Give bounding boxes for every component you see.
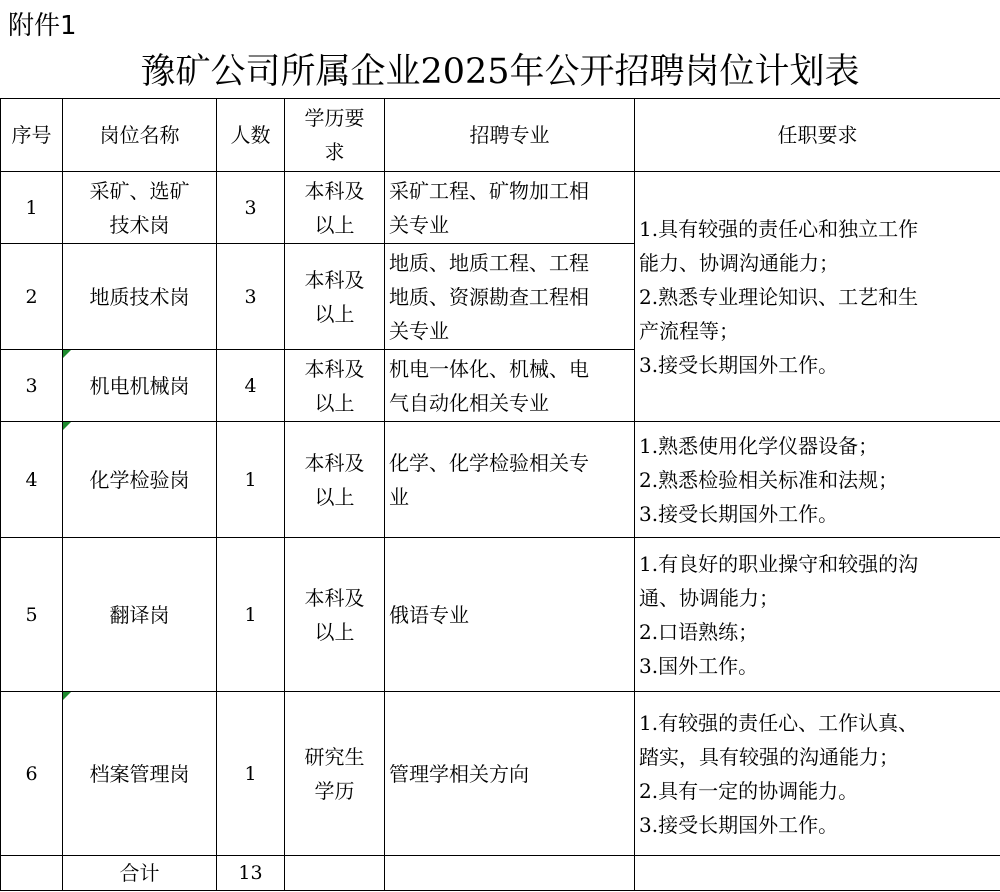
row-count: 1 [217,538,285,692]
total-empty-cell [285,856,385,891]
row-education-line: 本科及 [304,356,365,381]
header-education [285,99,385,172]
row-count: 3 [217,244,285,350]
requirements-line: 1.有良好的职业操守和较强的沟 [639,551,919,576]
row-position [63,172,217,244]
row-position-line: 翻译岗 [109,602,170,627]
row-no: 6 [1,692,63,856]
row-major-line: 化学、化学检验相关专 [389,450,589,475]
table-row [1,422,1000,538]
header-row [1,99,1000,172]
requirements-line: 1.具有较强的责任心和独立工作 [639,216,919,241]
requirements-line: 踏实，具有较强的沟通能力； [639,744,899,769]
table-row [1,172,1000,244]
table-row [1,538,1000,692]
total-empty-cell [635,856,1000,891]
total-label: 合计 [63,856,217,891]
requirements-line: 产流程等； [639,318,739,343]
requirements-line: 1.有较强的责任心、工作认真、 [639,710,919,735]
row-major [385,692,635,856]
row-education-line: 以上 [314,619,355,644]
row-position [63,422,217,538]
row-major-line: 管理学相关方向 [389,761,529,786]
row-requirements [635,692,1000,856]
requirements-line: 2.熟悉专业理论知识、工艺和生 [639,284,919,309]
table-row [1,692,1000,856]
row-requirements [635,422,1000,538]
row-education [285,350,385,422]
requirements-line: 3.接受长期国外工作。 [639,501,839,526]
row-education-line: 以上 [314,484,355,509]
row-major [385,244,635,350]
recruitment-table [0,98,1000,891]
row-position-line: 采矿、选矿 [89,178,190,203]
requirements-line: 2.熟悉检验相关标准和法规； [639,467,899,492]
row-count: 1 [217,422,285,538]
row-education-line: 研究生 [304,744,365,769]
requirements-line: 能力、协调沟通能力； [639,250,839,275]
row-position [63,538,217,692]
row-education-line: 以上 [314,301,355,326]
attachment-label: 附件1 [8,11,77,41]
row-count: 1 [217,692,285,856]
row-no: 2 [1,244,63,350]
row-major [385,538,635,692]
row-position-line: 机电机械岗 [89,373,190,398]
row-position-line: 地质技术岗 [89,284,190,309]
requirements-line: 通、协调能力； [639,585,779,610]
row-no: 5 [1,538,63,692]
row-major [385,350,635,422]
row-education-line: 本科及 [304,178,365,203]
row-position [63,350,217,422]
header-education-line: 求 [324,140,345,164]
header-requirements: 任职要求 [635,99,1000,172]
total-row [1,856,1000,891]
row-no: 4 [1,422,63,538]
row-position-line: 技术岗 [109,212,170,237]
row-position-line: 化学检验岗 [89,467,190,492]
row-count: 3 [217,172,285,244]
row-major-line: 机电一体化、机械、电 [389,356,589,381]
comment-marker [63,692,71,700]
row-education [285,422,385,538]
requirements-line: 3.国外工作。 [639,653,759,678]
row-major-line: 关专业 [389,318,449,343]
row-major-line: 气自动化相关专业 [389,390,549,415]
row-position [63,692,217,856]
row-requirements [635,538,1000,692]
header-major: 招聘专业 [385,99,635,172]
row-education-line: 本科及 [304,267,365,292]
row-major-line: 地质、地质工程、工程 [389,250,589,275]
header-no: 序号 [1,99,63,172]
row-position [63,244,217,350]
total-empty-cell [385,856,635,891]
row-major-line: 采矿工程、矿物加工相 [389,178,589,203]
header-count: 人数 [217,99,285,172]
requirements-line: 2.具有一定的协调能力。 [639,778,859,803]
comment-marker [63,350,71,358]
header-education-line: 学历要 [304,106,365,130]
row-education-line: 本科及 [304,585,365,610]
requirements-line: 3.接受长期国外工作。 [639,812,839,837]
row-count: 4 [217,350,285,422]
row-no: 3 [1,350,63,422]
row-major [385,172,635,244]
requirements-line: 1.熟悉使用化学仪器设备； [639,433,879,458]
row-education [285,244,385,350]
row-education [285,172,385,244]
row-no: 1 [1,172,63,244]
row-education-line: 学历 [314,778,355,803]
total-empty-cell [1,856,63,891]
row-education [285,538,385,692]
row-major-line: 关专业 [389,212,449,237]
row-requirements [635,172,1000,422]
row-major [385,422,635,538]
row-education-line: 以上 [314,390,355,415]
row-education-line: 以上 [314,212,355,237]
total-count: 13 [217,856,285,891]
comment-marker [63,422,71,430]
row-education-line: 本科及 [304,450,365,475]
row-position-line: 档案管理岗 [89,761,190,786]
row-major-line: 业 [389,484,409,509]
header-position: 岗位名称 [63,99,217,172]
row-major-line: 地质、资源勘查工程相 [389,284,589,309]
requirements-line: 3.接受长期国外工作。 [639,352,839,377]
page-title: 豫矿公司所属企业2025年公开招聘岗位计划表 [140,52,860,92]
row-education [285,692,385,856]
row-major-line: 俄语专业 [389,602,469,627]
requirements-line: 2.口语熟练； [639,619,759,644]
